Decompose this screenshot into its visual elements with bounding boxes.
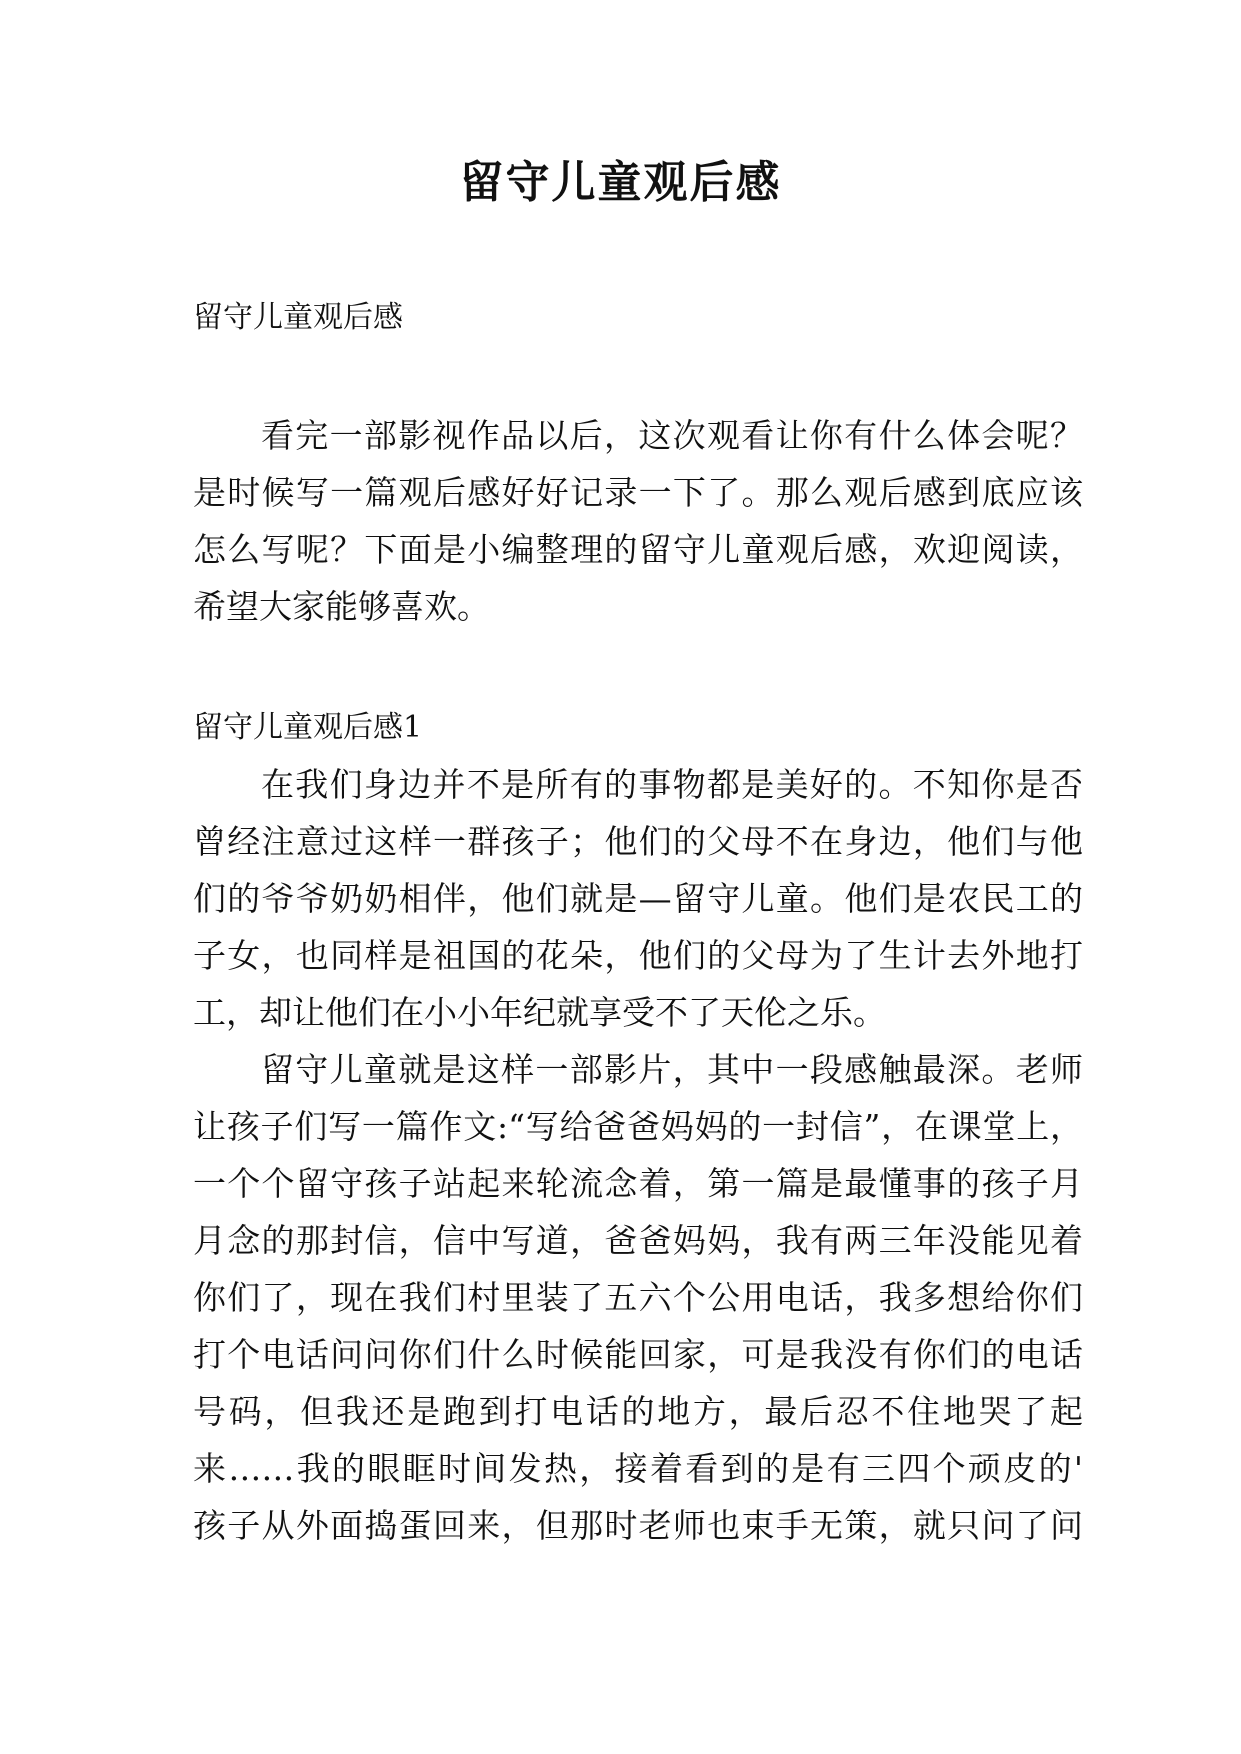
- text-line: 是时候写一篇观后感好好记录一下了。那么观后感到底应该: [193, 473, 1083, 512]
- text-line: 一个个留守孩子站起来轮流念着，第一篇是最懂事的孩子月: [193, 1164, 1083, 1203]
- section-1: [193, 699, 1083, 1554]
- text-line: 孩子从外面捣蛋回来，但那时老师也束手无策，就只问了问: [193, 1506, 1083, 1545]
- document-title: 留守儿童观后感: [459, 157, 782, 208]
- text-line: 们的爷爷奶奶相伴，他们就是—留守儿童。他们是农民工的: [193, 879, 1083, 918]
- text-line: 留守儿童就是这样一部影片，其中一段感触最深。老师: [261, 1050, 1083, 1089]
- paragraph-1: [193, 756, 1083, 1041]
- text-line: 来……我的眼眶时间发热，接着看到的是有三四个顽皮的': [193, 1449, 1083, 1488]
- text-line: 曾经注意过这样一群孩子；他们的父母不在身边，他们与他: [193, 822, 1083, 861]
- text-line: 打个电话问问你们什么时候能回家，可是我没有你们的电话: [193, 1335, 1083, 1374]
- paragraph-2: [193, 1041, 1083, 1554]
- document-subtitle: 留守儿童观后感: [193, 300, 403, 335]
- text-line: 希望大家能够喜欢。: [193, 587, 490, 626]
- text-line: 让孩子们写一篇作文:“写给爸爸妈妈的一封信”，在课堂上，: [193, 1107, 1083, 1146]
- intro-paragraph: [193, 407, 1083, 635]
- text-line: 工，却让他们在小小年纪就享受不了天伦之乐。: [193, 993, 886, 1032]
- section-heading: 留守儿童观后感1: [193, 710, 423, 745]
- text-line: 看完一部影视作品以后，这次观看让你有什么体会呢？: [261, 416, 1083, 455]
- text-line: 号码，但我还是跑到打电话的地方，最后忍不住地哭了起: [193, 1392, 1083, 1431]
- text-line: 子女，也同样是祖国的花朵，他们的父母为了生计去外地打: [193, 936, 1083, 975]
- text-line: 在我们身边并不是所有的事物都是美好的。不知你是否: [261, 765, 1083, 804]
- text-line: 你们了，现在我们村里装了五六个公用电话，我多想给你们: [193, 1278, 1083, 1317]
- text-line: 月念的那封信，信中写道，爸爸妈妈，我有两三年没能见着: [193, 1221, 1083, 1260]
- text-line: 怎么写呢？下面是小编整理的留守儿童观后感，欢迎阅读，: [193, 530, 1083, 569]
